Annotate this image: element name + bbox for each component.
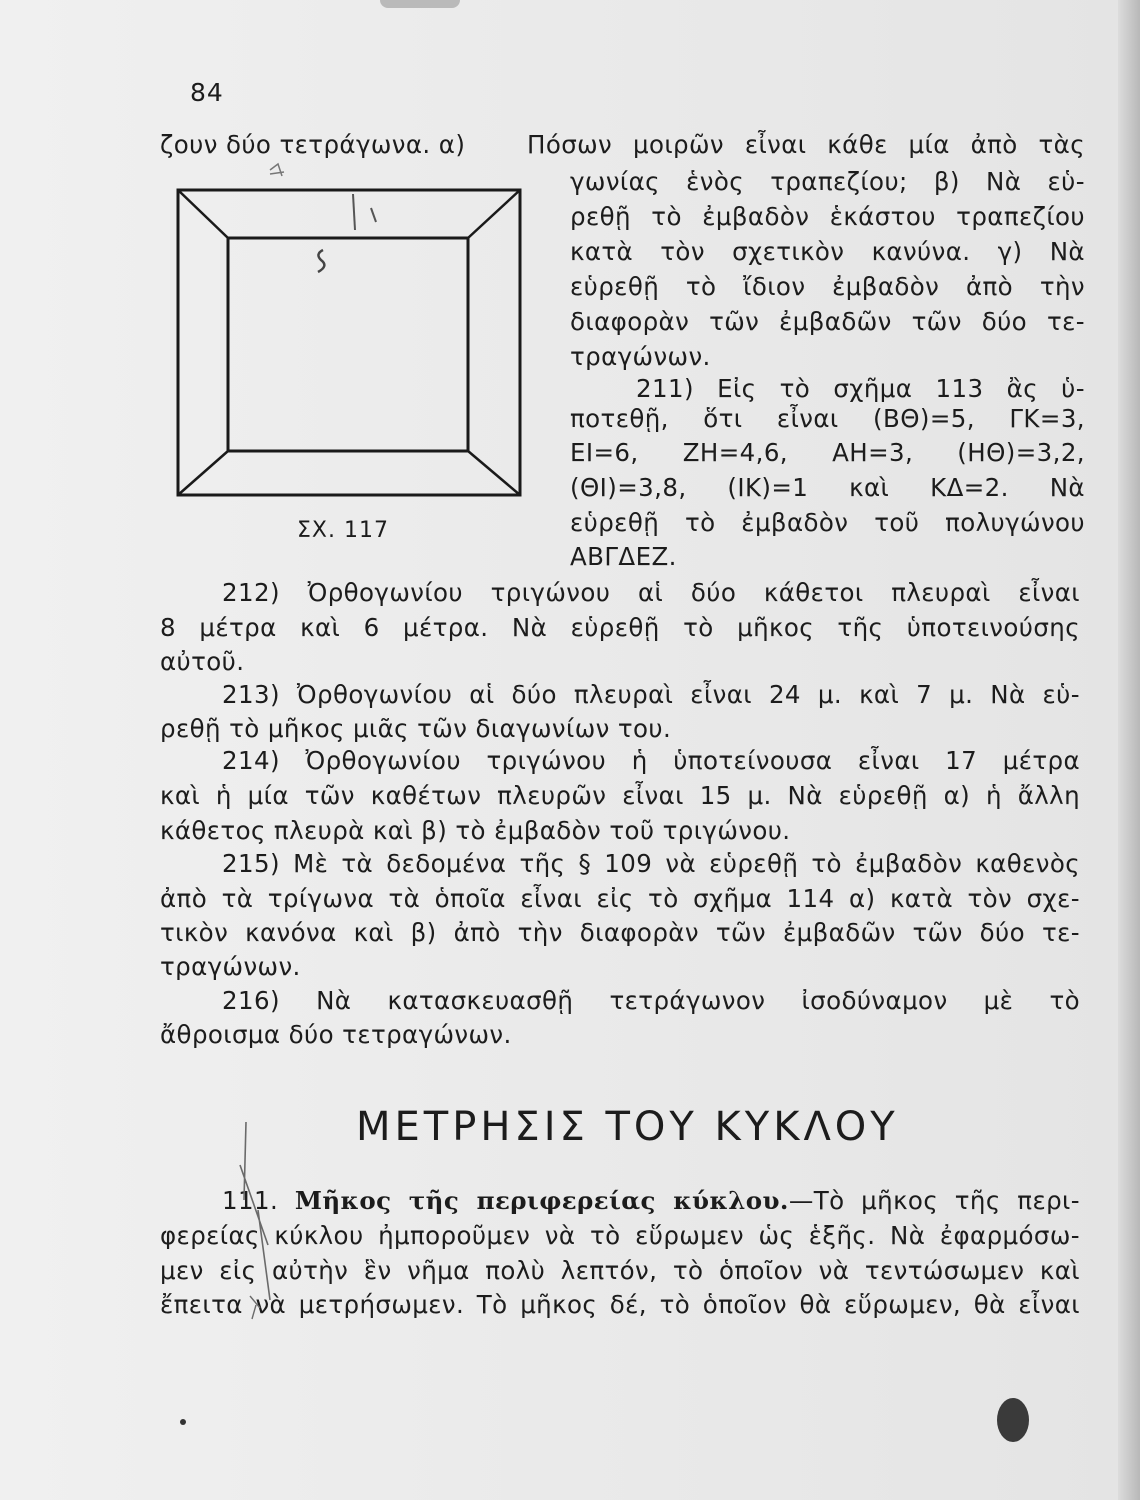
- problem-212-line: 212) Ὀρθογωνίου τριγώνου αἱ δύο κάθετοι πλευραὶ εἶναι: [222, 578, 1080, 607]
- ink-dot: [180, 1419, 186, 1425]
- text-line: τικὸν κανόνα καὶ β) ἀπὸ τὴν διαφορὰν τῶν ἐμβαδῶν τῶν δύο τε-: [160, 918, 1080, 947]
- text-line: ΕΙ=6, ΖΗ=4,6, ΑΗ=3, (ΗΘ)=3,2,: [570, 438, 1085, 467]
- problem-216-line: 216) Νὰ κατασκευασθῇ τετράγωνον ἰσοδύναμον μὲ τὸ: [222, 986, 1080, 1015]
- pencil-mark: [250, 1296, 260, 1319]
- section-title: Μῆκος τῆς περιφερείας κύκλου.: [294, 1186, 789, 1215]
- text-line: Πόσων μοιρῶν εἶναι κάθε μία ἀπὸ τὰς: [527, 130, 1085, 159]
- figure-caption: ΣΧ. 117: [297, 518, 389, 543]
- text-line: ρεθῇ τὸ μῆκος μιᾶς τῶν διαγωνίων του.: [160, 714, 672, 743]
- section-number: 111.: [222, 1186, 279, 1215]
- chapter-heading: ΜΕΤΡΗΣΙΣ ΤΟΥ ΚΥΚΛΟΥ: [356, 1104, 899, 1150]
- page-number: 84: [190, 78, 224, 107]
- text-line: ζουν δύο τετράγωνα. α): [160, 130, 466, 159]
- text-line: 8 μέτρα καὶ 6 μέτρα. Νὰ εὑρεθῇ τὸ μῆκος τῆς ὑποτεινούσης: [160, 613, 1080, 642]
- problem-214-line: 214) Ὀρθογωνίου τριγώνου ἡ ὑποτείνουσα εἶναι 17 μέτρα: [222, 746, 1080, 775]
- text-line: καὶ ἡ μία τῶν καθέτων πλευρῶν εἶναι 15 μ. Νὰ εὑρεθῇ α) ἡ ἄλλη: [160, 781, 1080, 810]
- text-line: εὑρεθῇ τὸ ἐμβαδὸν τοῦ πολυγώνου: [570, 508, 1085, 537]
- text-line: μεν εἰς αὐτὴν ἓν νῆμα πολὺ λεπτόν, τὸ ὁποῖον νὰ τεντώσωμεν καὶ: [160, 1256, 1080, 1285]
- text-line: αὐτοῦ.: [160, 647, 245, 676]
- text-line: διαφορὰν τῶν ἐμβαδῶν τῶν δύο τε-: [570, 307, 1085, 336]
- text-line: ἄθροισμα δύο τετραγώνων.: [160, 1020, 512, 1049]
- text-line: ἀπὸ τὰ τρίγωνα τὰ ὁποῖα εἶναι εἰς τὸ σχῆμα 114 α) κατὰ τὸν σχε-: [160, 884, 1080, 913]
- text-line: εὑρεθῇ τὸ ἴδιον ἐμβαδὸν ἀπὸ τὴν: [570, 272, 1085, 301]
- ink-stain: [997, 1398, 1029, 1442]
- text-line: ἔπειτα νὰ μετρήσωμεν. Τὸ μῆκος δέ, τὸ ὁποῖον θὰ εὕρωμεν, θὰ εἶναι: [160, 1290, 1080, 1319]
- text-line: γωνίας ἑνὸς τραπεζίου; β) Νὰ εὑ-: [570, 167, 1085, 196]
- text-line: κάθετος πλευρὰ καὶ β) τὸ ἐμβαδὸν τοῦ τριγώνου.: [160, 816, 791, 845]
- text-line: ποτεθῇ, ὅτι εἶναι (ΒΘ)=5, ΓΚ=3,: [570, 404, 1085, 433]
- text-line: ΑΒΓΔΕΖ.: [570, 542, 677, 571]
- text-line: κατὰ τὸν σχετικὸν κανύνα. γ) Νὰ: [570, 237, 1085, 266]
- problem-211-line: 211) Εἰς τὸ σχῆμα 113 ἂς ὑ-: [636, 374, 1085, 403]
- pencil-mark: [240, 1122, 270, 1300]
- problem-213-line: 213) Ὀρθογωνίου αἱ δύο πλευραὶ εἶναι 24 μ. καὶ 7 μ. Νὰ εὑ-: [222, 680, 1080, 709]
- text-line: ρεθῇ τὸ ἐμβαδὸν ἑκάστου τραπεζίου: [570, 202, 1085, 231]
- section-text: —Τὸ μῆκος τῆς περι-: [788, 1186, 1080, 1215]
- text-line: τραγώνων.: [570, 342, 711, 371]
- text-line: (ΘΙ)=3,8, (ΙΚ)=1 καὶ ΚΔ=2. Νὰ: [570, 473, 1085, 502]
- text-line: φερείας κύκλου ἠμποροῦμεν νὰ τὸ εὕρωμεν ὡς ἑξῆς. Νὰ ἐφαρμόσω-: [160, 1221, 1080, 1250]
- text-line: τραγώνων.: [160, 952, 301, 981]
- problem-215-line: 215) Μὲ τὰ δεδομένα τῆς § 109 νὰ εὑρεθῇ τὸ ἐμβαδὸν καθενὸς: [222, 849, 1080, 878]
